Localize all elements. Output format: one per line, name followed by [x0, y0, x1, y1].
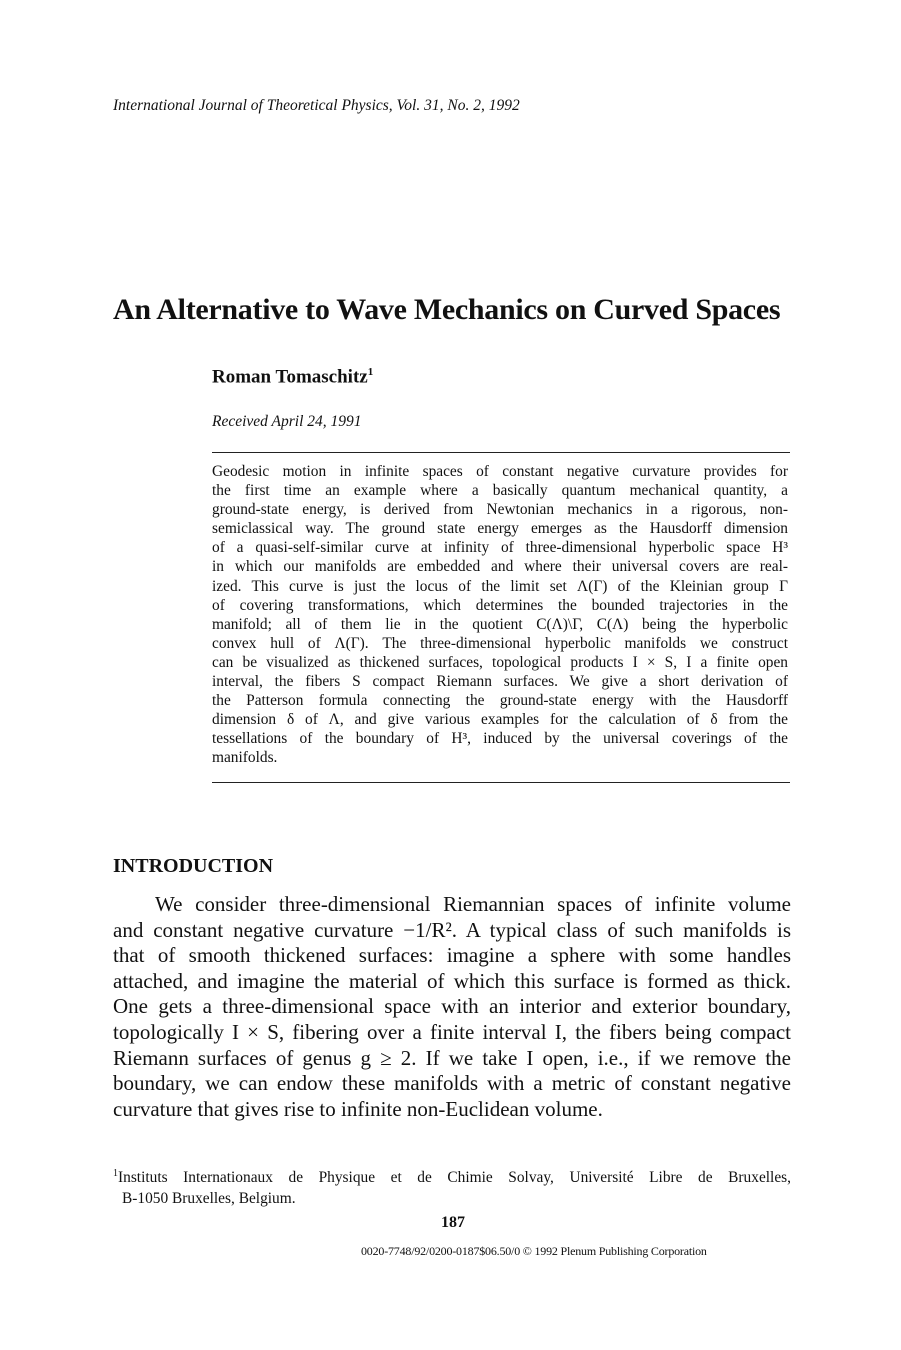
abstract-line: manifolds. — [212, 749, 278, 767]
abstract-line: ized. This curve is just the locus of the limit set Λ(Γ) of the Kleinian group Γ — [212, 577, 788, 595]
body-line: One gets a three-dimensional space with an interior and exterior boundary, — [113, 994, 791, 1019]
introduction-paragraph — [113, 892, 791, 1122]
abstract-line: can be visualized as thickened surfaces, topological products I × S, I a finite open — [212, 653, 788, 671]
section-heading: INTRODUCTION — [113, 855, 274, 877]
abstract-line: semiclassical way. The ground state energy emerges as the Hausdorff dimension — [212, 520, 788, 538]
footnote-line: B-1050 Bruxelles, Belgium. — [122, 1190, 296, 1208]
abstract-line: convex hull of Λ(Γ). The three-dimensional hyperbolic manifolds we construct — [212, 634, 788, 652]
abstract-line: of covering transformations, which determines the bounded trajectories in the — [212, 596, 788, 614]
abstract-line: manifold; all of them lie in the quotient C(Λ)\Γ, C(Λ) being the hyperbolic — [212, 615, 788, 633]
body-line: and constant negative curvature −1/R². A typical class of such manifolds is — [113, 917, 791, 942]
body-line: We consider three-dimensional Riemannian spaces of infinite volume — [155, 892, 791, 916]
body-line: topologically I × S, fibering over a finite interval I, the fibers being compact — [113, 1019, 791, 1044]
copyright-line: 0020-7748/92/0200-0187$06.50/0 © 1992 Plenum Publishing Corporation — [361, 1244, 707, 1258]
paper-title: An Alternative to Wave Mechanics on Curved Spaces — [113, 293, 781, 326]
abstract — [212, 462, 788, 768]
page-number: 187 — [441, 1214, 465, 1231]
abstract-line: dimension δ of Λ, and give various examples for the calculation of δ from the — [212, 711, 788, 729]
abstract-line: in which our manifolds are embedded and where their universal covers are real- — [212, 558, 788, 576]
footnote-text: Instituts Internationaux de Physique et de Chimie Solvay, Université Libre de Bruxelles, — [118, 1169, 791, 1187]
abstract-line: ground-state energy, is derived from Newtonian mechanics in a rigorous, non- — [212, 501, 788, 519]
body-line: Riemann surfaces of genus g ≥ 2. If we take I open, i.e., if we remove the — [113, 1045, 791, 1070]
footnote — [113, 1163, 791, 1209]
abstract-top-rule — [212, 452, 790, 453]
abstract-line: of a quasi-self-similar curve at infinity of three-dimensional hyperbolic space H³ — [212, 539, 788, 557]
footnote-line — [113, 1163, 791, 1188]
abstract-line: the Patterson formula connecting the ground-state energy with the Hausdorff — [212, 692, 788, 710]
abstract-line: interval, the fibers S compact Riemann surfaces. We give a short derivation of — [212, 673, 788, 691]
author-line — [212, 366, 373, 388]
journal-citation: International Journal of Theoretical Physics, Vol. 31, No. 2, 1992 — [113, 97, 520, 114]
body-line: boundary, we can endow these manifolds with a metric of constant negative — [113, 1071, 791, 1096]
author-name: Roman Tomaschitz — [212, 366, 368, 388]
body-line: attached, and imagine the material of which this surface is formed as thick. — [113, 968, 791, 993]
abstract-bottom-rule — [212, 782, 790, 783]
body-line: that of smooth thickened surfaces: imagine a sphere with some handles — [113, 943, 791, 968]
body-line: curvature that gives rise to infinite non-Euclidean volume. — [113, 1096, 603, 1121]
received-date: Received April 24, 1991 — [212, 413, 362, 430]
footnote-marker: 1 — [113, 1168, 118, 1179]
abstract-line: tessellations of the boundary of H³, induced by the universal coverings of the — [212, 730, 788, 748]
author-footnote-marker: 1 — [367, 366, 374, 378]
abstract-line: the first time an example where a basically quantum mechanical quantity, a — [212, 482, 788, 500]
abstract-line: Geodesic motion in infinite spaces of constant negative curvature provides for — [212, 463, 788, 480]
